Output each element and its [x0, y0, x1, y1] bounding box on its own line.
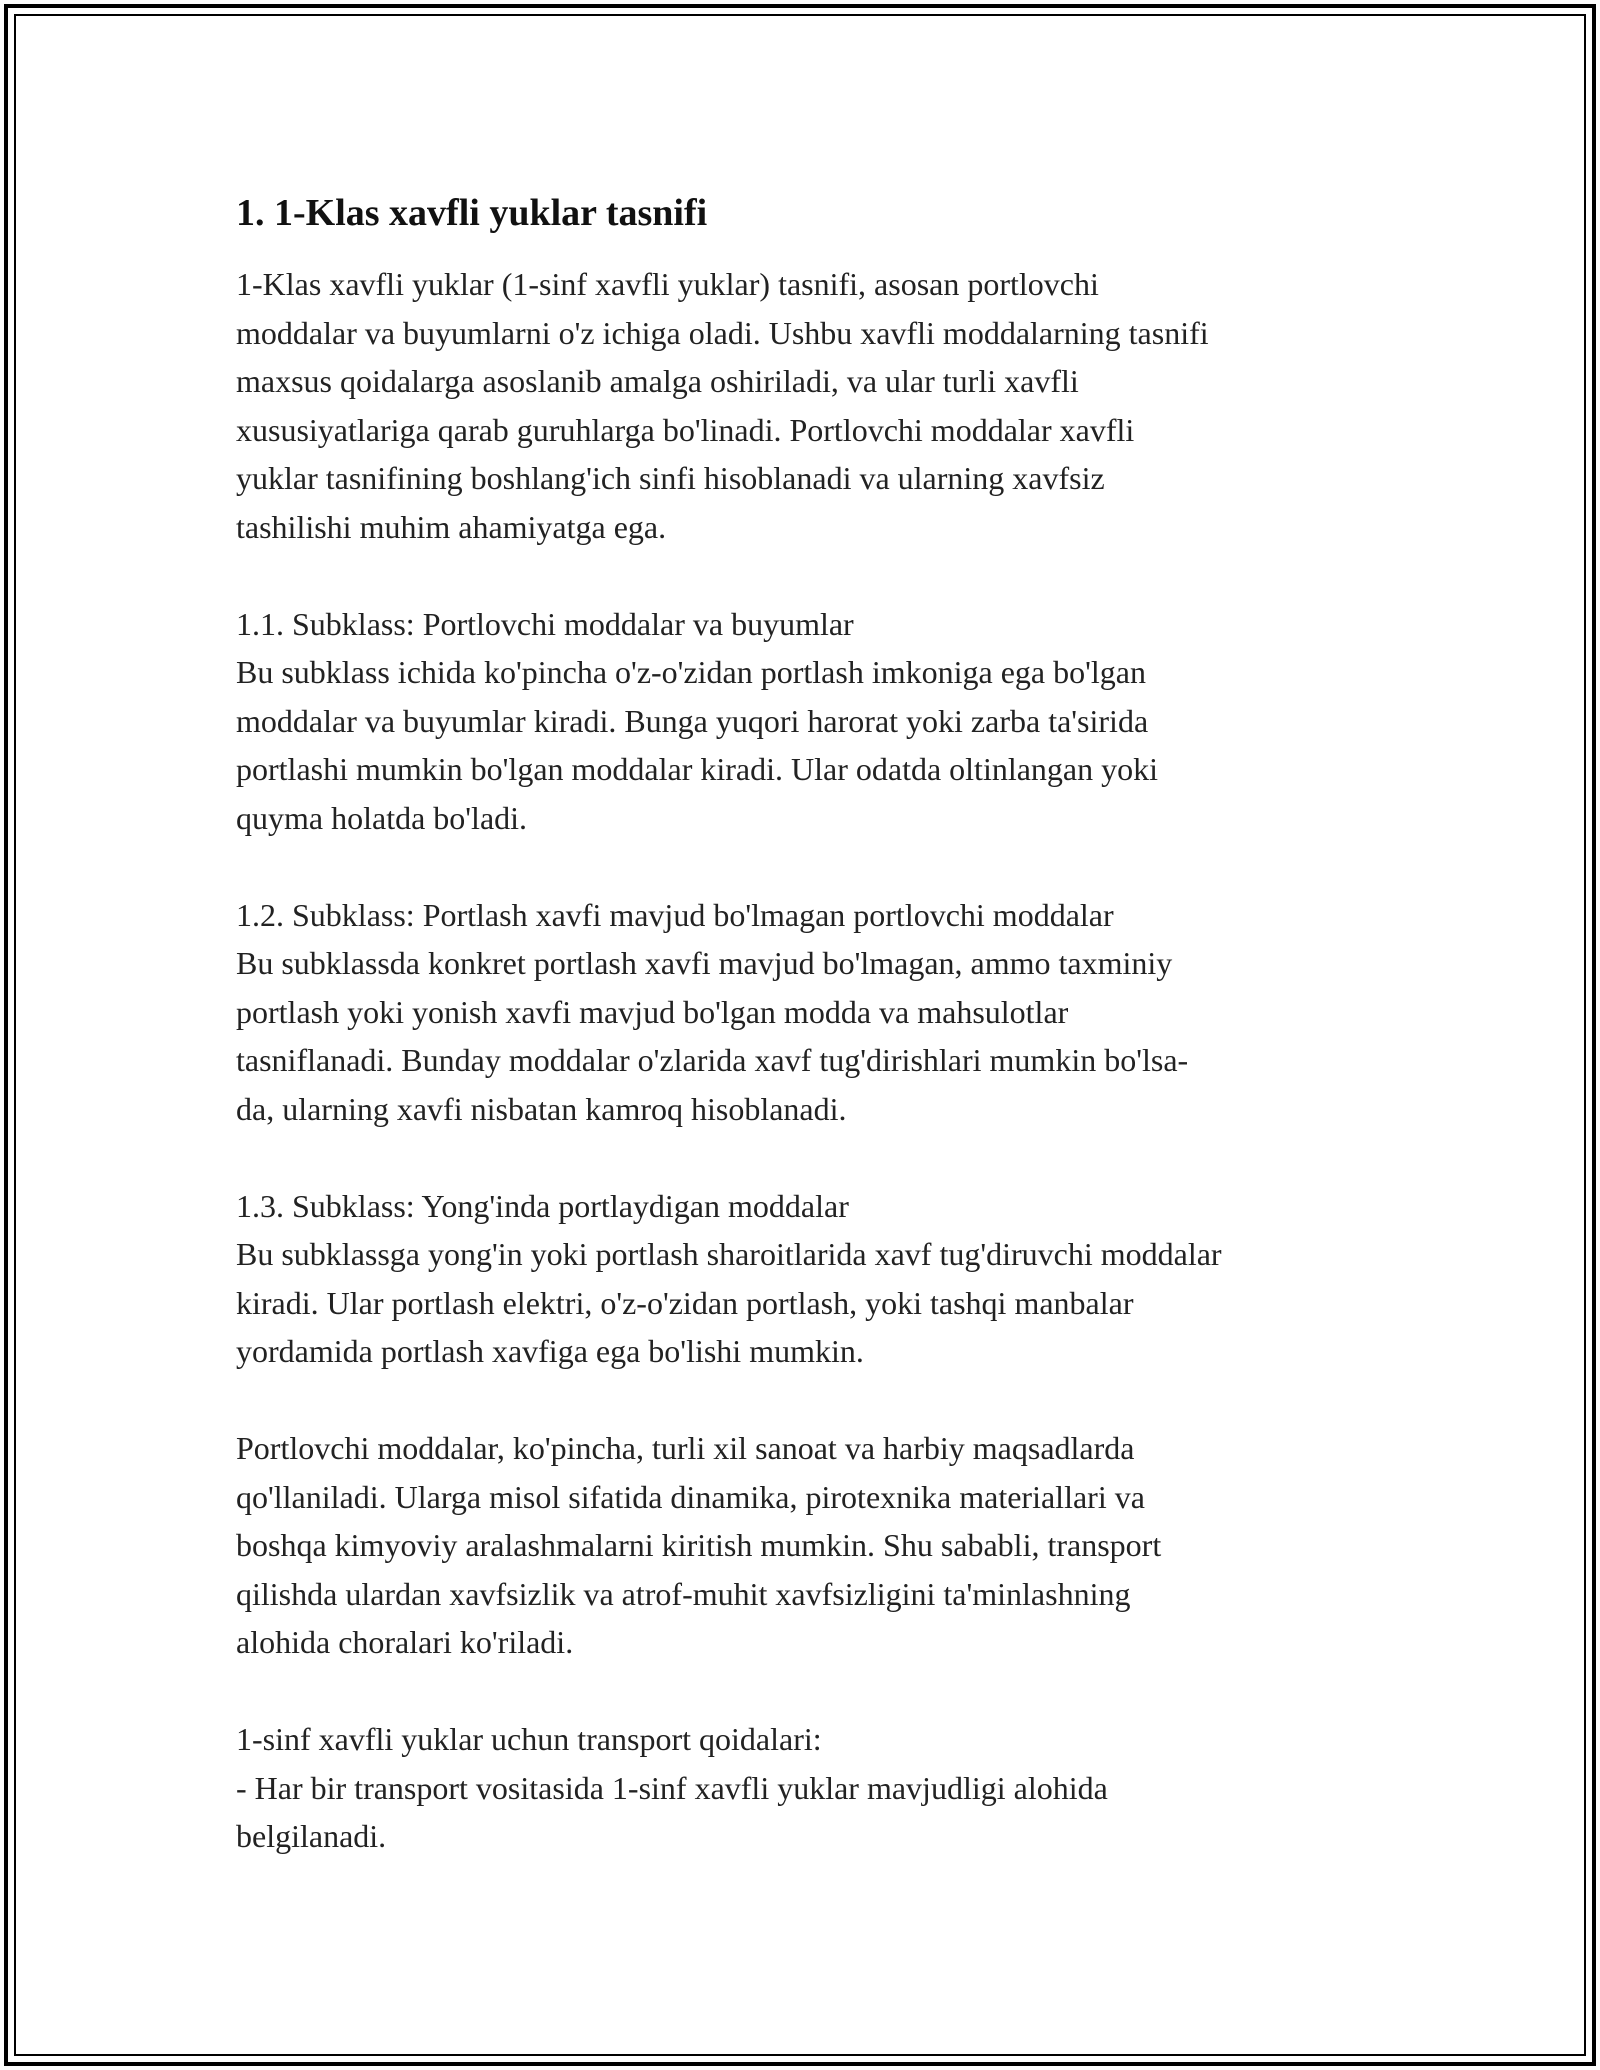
paragraph-subclass-1-3: 1.3. Subklass: Yong'inda portlaydigan moddalar Bu subklassga yong'in yoki portlash sharoitlarida xavf tug'diruvchi moddalar kiradi. Ular portlash elektri, o'z-o'zidan portlash, yoki tashqi manbalar yordamida portlash xavfiga ega bo'lishi mumkin.	[236, 1187, 1222, 1369]
document-title: 1. 1-Klas xavfli yuklar tasnifi	[236, 192, 708, 234]
paragraph-usage: Portlovchi moddalar, ko'pincha, turli xil sanoat va harbiy maqsadlarda qo'llaniladi. Ularga misol sifatida dinamika, pirotexnika materiallari va boshqa kimyoviy aralashmalarni kiritish mumkin. Shu sababli, transport qilishda ulardan xavfsizlik va atrof-muhit xavfsizligini ta'minlashning alohida choralari ko'riladi.	[236, 1430, 1162, 1660]
paragraph-gap	[236, 1376, 1386, 1425]
paragraph-gap	[236, 842, 1386, 891]
paragraph-transport-rules: 1-sinf xavfli yuklar uchun transport qoidalari: - Har bir transport vositasida 1-sinf xavfli yuklar mavjudligi alohida belgilanadi.	[236, 1721, 1108, 1854]
paragraph-gap	[236, 551, 1386, 600]
paragraph-subclass-1-1: 1.1. Subklass: Portlovchi moddalar va buyumlar Bu subklass ichida ko'pincha o'z-o'zidan portlash imkoniga ega bo'lgan moddalar va buyumlar kiradi. Bunga yuqori harorat yoki zarba ta'sirida portlashi mumkin bo'lgan moddalar kiradi. Ular odatda oltinlangan yoki quyma holatda bo'ladi.	[236, 605, 1159, 836]
paragraph-intro: 1-Klas xavfli yuklar (1-sinf xavfli yuklar) tasnifi, asosan portlovchi moddalar va buyumlarni o'z ichiga oladi. Ushbu xavfli moddalarning tasnifi maxsus qoidalarga asoslanib amalga oshiriladi, va ular turli xavfli xususiyatlariga qarab guruhlarga bo'linadi. Portlovchi moddalar xavfli yuklar tasnifining boshlang'ich sinfi hisoblanadi va ularning xavfsiz tashilishi muhim ahamiyatga ega.	[236, 266, 1209, 545]
paragraph-gap	[236, 1133, 1386, 1182]
paragraph-gap	[236, 1667, 1386, 1716]
document-body	[236, 186, 1386, 1861]
paragraph-subclass-1-2: 1.2. Subklass: Portlash xavfi mavjud bo'lmagan portlovchi moddalar Bu subklassda konkret portlash xavfi mavjud bo'lmagan, ammo taxminiy portlash yoki yonish xavfi mavjud bo'lgan modda va mahsulotlar tasniflanadi. Bunday moddalar o'zlarida xavf tug'dirishlari mumkin bo'lsa- da, ularning xavfi nisbatan kamroq hisoblanadi.	[236, 896, 1189, 1127]
